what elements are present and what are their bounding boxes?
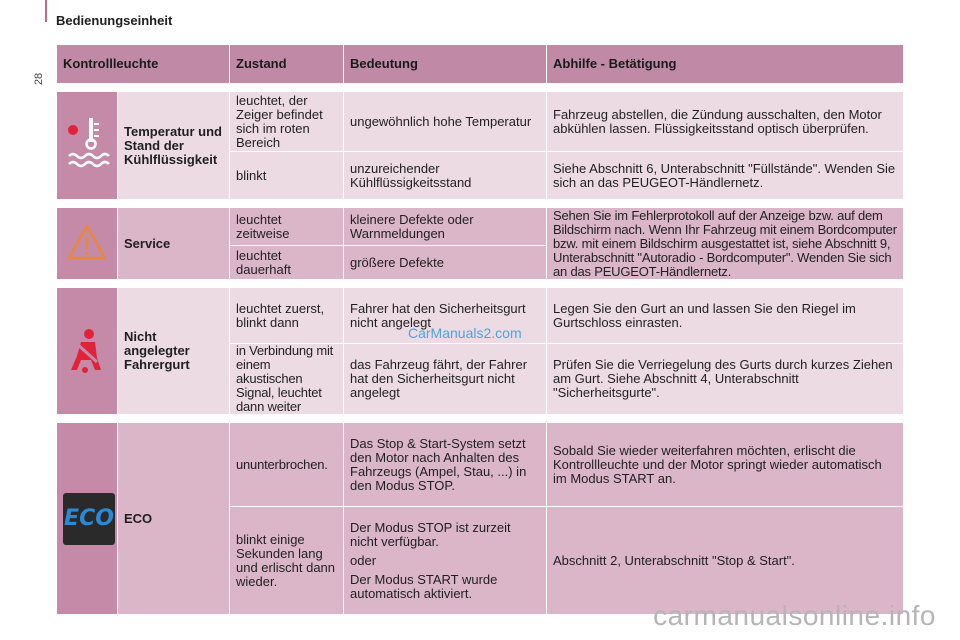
table-row bbox=[57, 208, 904, 246]
light-name-coolant: Temperatur und Stand der Kühlflüssigkeit bbox=[118, 92, 230, 200]
icon-cell bbox=[57, 423, 118, 615]
state-cell: blinkt bbox=[230, 152, 344, 200]
meaning-cell: größere Defekte bbox=[344, 246, 547, 280]
meaning-cell bbox=[344, 507, 547, 615]
state-cell: ununterbrochen. bbox=[230, 423, 344, 507]
action-cell: Siehe Abschnitt 6, Unterabschnitt "Füllstände". Wenden Sie sich an das PEUGEOT-Händlernetz. bbox=[547, 152, 904, 200]
meaning-cell: unzureichender Kühlflüssigkeitsstand bbox=[344, 152, 547, 200]
action-cell: Sobald Sie wieder weiterfahren möchten, erlischt die Kontrollleuchte und der Motor springt wieder automatisch im Modus START an. bbox=[547, 423, 904, 507]
icon-cell bbox=[57, 92, 118, 200]
header-bedeutung: Bedeutung bbox=[344, 45, 547, 84]
action-cell: Abschnitt 2, Unterabschnitt "Stop & Start". bbox=[547, 507, 904, 615]
header-kontrollleuchte: Kontrollleuchte bbox=[57, 45, 230, 84]
state-cell: leuchtet zuerst, blinkt dann bbox=[230, 288, 344, 344]
state-cell: leuchtet, der Zeiger befindet sich im roten Bereich bbox=[230, 92, 344, 152]
eco-icon-text: ECO bbox=[64, 505, 114, 531]
action-cell: Sehen Sie im Fehlerprotokoll auf der Anzeige bzw. auf dem Bildschirm nach. Wenn Ihr Fahrzeug mit einem Bordcomputer bzw. mit einem Bildschirm ausgestattet ist, siehe Abschnitt 9, Unterabschnitt "Autoradio - Bordcomputer". Wenden Sie sich an das PEUGEOT-Händlernetz. bbox=[547, 208, 904, 280]
header-zustand: Zustand bbox=[230, 45, 344, 84]
table-row bbox=[57, 92, 904, 152]
section-title: Bedienungseinheit bbox=[56, 13, 173, 28]
meaning-line: Der Modus START wurde automatisch aktiviert. bbox=[350, 571, 498, 601]
meaning-cell: kleinere Defekte oder Warnmeldungen bbox=[344, 208, 547, 246]
eco-icon bbox=[63, 493, 115, 545]
meaning-cell: Fahrer hat den Sicherheitsgurt nicht angelegt bbox=[344, 288, 547, 344]
meaning-cell: das Fahrzeug fährt, der Fahrer hat den Sicherheitsgurt nicht angelegt bbox=[344, 344, 547, 415]
state-cell: in Verbindung mit einem akustischen Signal, leuchtet dann weiter bbox=[230, 344, 344, 415]
watermark-center: CarManuals2.com bbox=[408, 325, 522, 341]
state-cell: leuchtet zeitweise bbox=[230, 208, 344, 246]
header-abhilfe: Abhilfe - Betätigung bbox=[547, 45, 904, 84]
action-cell: Fahrzeug abstellen, die Zündung ausschalten, den Motor abkühlen lassen. Flüssigkeitsstand optisch überprüfen. bbox=[547, 92, 904, 152]
meaning-cell: ungewöhnlich hohe Temperatur bbox=[344, 92, 547, 152]
seatbelt-icon bbox=[67, 326, 107, 377]
state-cell: leuchtet dauerhaft bbox=[230, 246, 344, 280]
table-header-row bbox=[57, 45, 904, 84]
light-name-eco: ECO bbox=[118, 423, 230, 615]
action-cell: Prüfen Sie die Verriegelung des Gurts durch kurzes Ziehen am Gurt. Siehe Abschnitt 4, Unterabschnitt "Sicherheitsgurte". bbox=[547, 344, 904, 415]
light-name-seatbelt: Nicht angelegter Fahrergurt bbox=[118, 288, 230, 415]
icon-cell bbox=[57, 288, 118, 415]
meaning-line: oder bbox=[350, 552, 377, 568]
page-number: 28 bbox=[33, 72, 45, 86]
action-cell: Legen Sie den Gurt an und lassen Sie den Riegel im Gurtschloss einrasten. bbox=[547, 288, 904, 344]
coolant-temperature-icon bbox=[63, 114, 115, 177]
light-name-service: Service bbox=[118, 208, 230, 280]
meaning-line: Der Modus STOP ist zurzeit nicht verfügbar. bbox=[350, 519, 511, 549]
icon-cell bbox=[57, 208, 118, 280]
watermark-bottom: carmanualsonline.info bbox=[653, 600, 936, 631]
side-accent-bar bbox=[45, 0, 47, 22]
warning-triangle-icon bbox=[65, 222, 109, 265]
state-cell: blinkt einige Sekunden lang und erlischt dann wieder. bbox=[230, 507, 344, 615]
meaning-cell: Das Stop & Start-System setzt den Motor nach Anhalten des Fahrzeugs (Ampel, Stau, ...) in den Modus STOP. bbox=[344, 423, 547, 507]
table-row bbox=[57, 423, 904, 507]
